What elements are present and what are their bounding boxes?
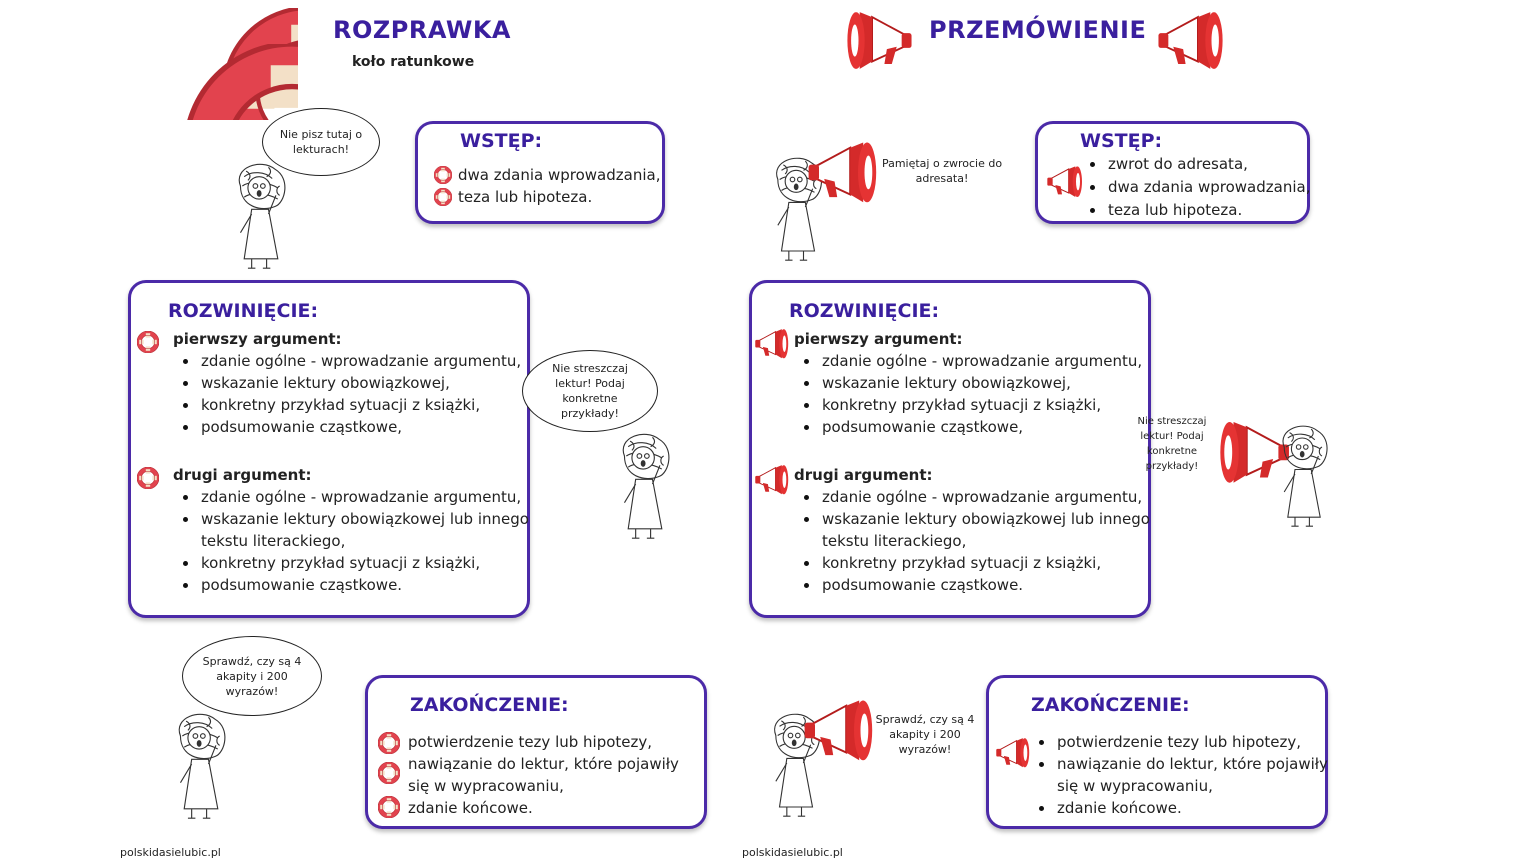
right-title: PRZEMÓWIENIE: [929, 16, 1147, 44]
lifebuoy-icon: [378, 762, 400, 784]
left-ending-item-2: nawiązanie do lektur, które pojawiły: [408, 755, 679, 773]
left-arg1-label: pierwszy argument:: [173, 330, 342, 348]
girl-drawing-3: [156, 708, 246, 820]
right-arg1-item-1: zdanie ogólne - wprowadzanie argumentu,: [822, 352, 1143, 370]
megaphone-icon: [840, 10, 914, 76]
right-intro-item-3: teza lub hipoteza.: [1108, 201, 1243, 219]
left-arg2-item-2: wskazanie lektury obowiązkowej lub innego: [201, 510, 529, 528]
megaphone-icon: [754, 465, 792, 497]
right-arg2-item-2-cont: tekstu literackiego,: [822, 532, 967, 550]
left-body-box: [128, 280, 530, 618]
right-intro-box: [1035, 121, 1310, 224]
left-arg2-item-4: podsumowanie cząstkowe.: [201, 576, 403, 594]
right-body-heading: ROZWINIĘCIE:: [789, 300, 940, 322]
left-ending-item-2-cont: się w wypracowaniu,: [408, 777, 564, 795]
right-arg2-item-1: zdanie ogólne - wprowadzanie argumentu,: [822, 488, 1143, 506]
lifebuoy-icon: [378, 732, 400, 754]
left-arg2-item-1: zdanie ogólne - wprowadzanie argumentu,: [201, 488, 522, 506]
speech-bubble-no-summaries: Nie streszczaj lektur! Podaj konkretne przykłady!: [522, 350, 658, 432]
left-title: ROZPRAWKA: [333, 16, 511, 44]
note-remember-addressee: Pamiętaj o zwrocie do adresata!: [881, 157, 1003, 185]
girl-drawing-2: [600, 428, 690, 540]
left-ending-heading: ZAKOŃCZENIE:: [410, 694, 569, 716]
left-arg2-item-2-cont: tekstu literackiego,: [201, 532, 346, 550]
right-arg1-item-2: wskazanie lektury obowiązkowej,: [822, 374, 1071, 392]
right-ending-item-3: zdanie końcowe.: [1057, 799, 1182, 817]
right-ending-box: [986, 675, 1328, 829]
left-intro-item-2: teza lub hipoteza.: [458, 188, 593, 206]
right-intro-item-1: zwrot do adresata,: [1108, 155, 1248, 173]
right-arg2-label: drugi argument:: [794, 466, 933, 484]
left-subtitle: koło ratunkowe: [352, 54, 475, 70]
lifebuoy-icon: [434, 188, 452, 206]
lifebuoy-icon: [434, 166, 452, 184]
left-arg2-label: drugi argument:: [173, 466, 312, 484]
lifebuoy-icon: [137, 331, 159, 353]
left-body-heading: ROZWINIĘCIE:: [168, 300, 319, 322]
right-ending-item-1: potwierdzenie tezy lub hipotezy,: [1057, 733, 1302, 751]
lifebuoy-icon: [137, 467, 159, 489]
lifebuoy-illustration: [178, 8, 298, 120]
right-arg1-item-4: podsumowanie cząstkowe,: [822, 418, 1024, 436]
right-arg1-item-3: konkretny przykład sytuacji z książki,: [822, 396, 1102, 414]
right-arg2-item-2: wskazanie lektury obowiązkowej lub innego: [822, 510, 1150, 528]
right-arg1-label: pierwszy argument:: [794, 330, 963, 348]
right-arg2-item-3: konkretny przykład sytuacji z książki,: [822, 554, 1102, 572]
right-ending-heading: ZAKOŃCZENIE:: [1031, 694, 1190, 716]
left-arg1-item-3: konkretny przykład sytuacji z książki,: [201, 396, 481, 414]
right-body-box: [749, 280, 1151, 618]
left-ending-box: [365, 675, 707, 829]
speech-bubble-check-paragraphs: Sprawdź, czy są 4 akapity i 200 wyrazów!: [182, 636, 322, 716]
lifebuoy-icon: [378, 796, 400, 818]
left-footer: polskidasielubic.pl: [120, 846, 221, 859]
megaphone-icon: [754, 329, 792, 361]
megaphone-icon: [1046, 166, 1086, 200]
megaphone-icon: [802, 700, 880, 766]
speech-bubble-no-lectures: Nie pisz tutaj o lekturach!: [262, 108, 380, 176]
right-intro-item-2: dwa zdania wprowadzania,: [1108, 178, 1311, 196]
note-check-paragraphs: Sprawdź, czy są 4 akapity i 200 wyrazów!: [875, 713, 975, 756]
right-ending-item-2-cont: się w wypracowaniu,: [1057, 777, 1213, 795]
left-arg1-item-2: wskazanie lektury obowiązkowej,: [201, 374, 450, 392]
left-arg1-item-1: zdanie ogólne - wprowadzanie argumentu,: [201, 352, 522, 370]
left-intro-box: [415, 121, 665, 224]
megaphone-icon: [806, 142, 884, 208]
left-ending-item-1: potwierdzenie tezy lub hipotezy,: [408, 733, 653, 751]
left-intro-item-1: dwa zdania wprowadzania,: [458, 166, 661, 184]
left-arg2-item-3: konkretny przykład sytuacji z książki,: [201, 554, 481, 572]
right-intro-heading: WSTĘP:: [1080, 130, 1163, 152]
right-footer: polskidasielubic.pl: [742, 846, 843, 859]
right-ending-item-2: nawiązanie do lektur, które pojawiły: [1057, 755, 1328, 773]
left-intro-heading: WSTĘP:: [460, 130, 543, 152]
girl-drawing-5: [1262, 420, 1346, 528]
note-no-summaries: Nie streszczaj lektur! Podaj konkretne przykłady!: [1137, 416, 1207, 472]
right-arg2-item-4: podsumowanie cząstkowe.: [822, 576, 1024, 594]
megaphone-icon: [1156, 10, 1230, 76]
left-ending-item-3: zdanie końcowe.: [408, 799, 533, 817]
left-arg1-item-4: podsumowanie cząstkowe,: [201, 418, 403, 436]
megaphone-icon: [995, 738, 1033, 770]
girl-drawing-1: [218, 158, 304, 270]
